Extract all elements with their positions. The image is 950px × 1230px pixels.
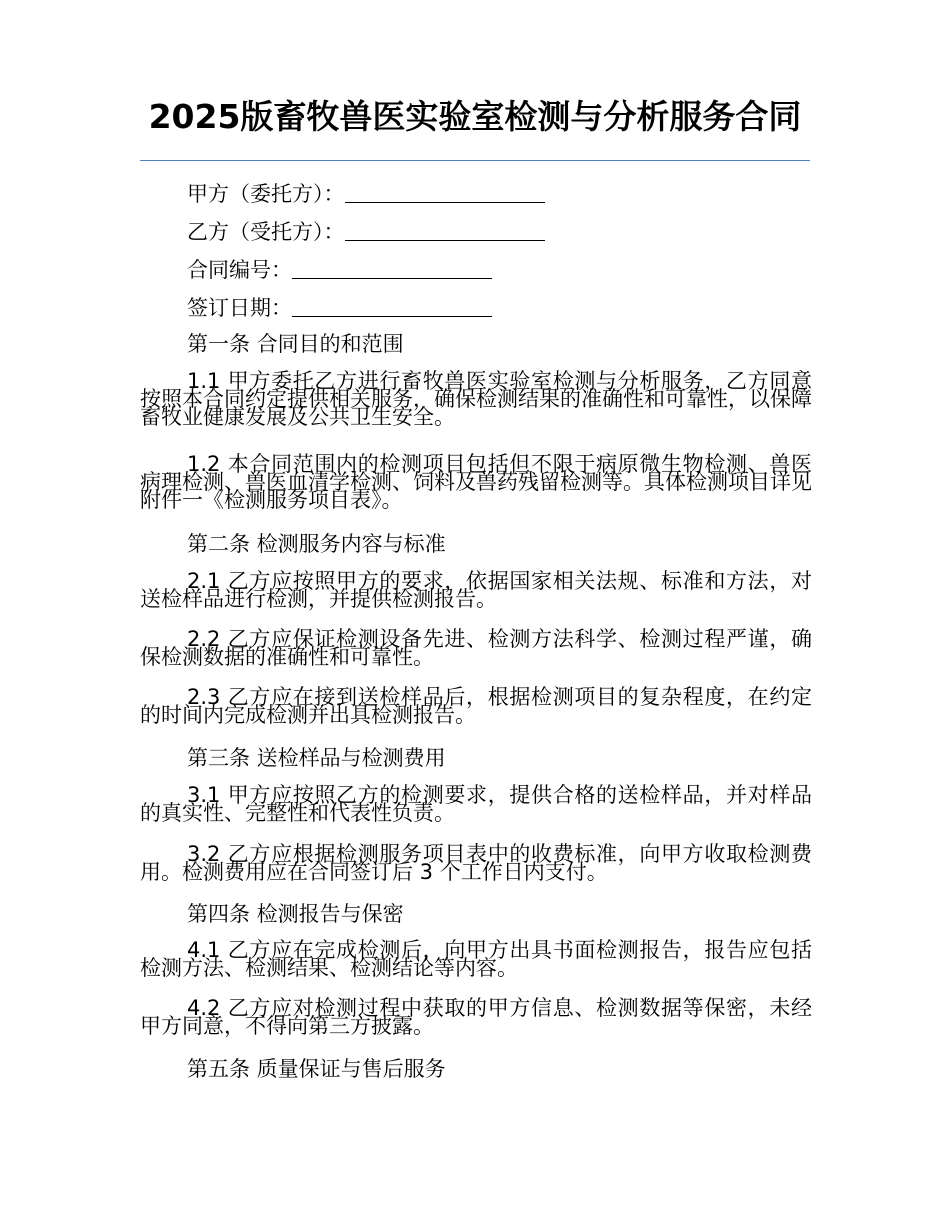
- party-b-label: 乙方（受托方）：: [187, 220, 345, 244]
- document-title: 2025版畜牧兽医实验室检测与分析服务合同: [148, 97, 802, 136]
- section-1-heading: 第一条 合同目的和范围: [187, 332, 404, 356]
- contract-number-blank[interactable]: [292, 258, 492, 279]
- contract-number-label: 合同编号：: [187, 258, 292, 282]
- clause-3-1: 3.1 甲方应按照乙方的检测要求，提供合格的送检样品，并对样品的真实性、完整性和代表性负责。: [140, 783, 812, 825]
- signing-date-field: [187, 295, 492, 321]
- clause-3-2: 3.2 乙方应根据检测服务项目表中的收费标准，向甲方收取检测费用。检测费用应在合同签订后 3 个工作日内支付。: [140, 842, 812, 884]
- section-3-heading: 第三条 送检样品与检测费用: [187, 746, 446, 770]
- clause-2-3: 2.3 乙方应在接到送检样品后，根据检测项目的复杂程度，在约定的时间内完成检测并出具检测报告。: [140, 685, 812, 727]
- clause-4-2: 4.2 乙方应对检测过程中获取的甲方信息、检测数据等保密，未经甲方同意，不得向第三方披露。: [140, 996, 812, 1038]
- title-underline: [140, 160, 810, 161]
- section-2-heading: 第二条 检测服务内容与标准: [187, 532, 446, 556]
- party-b-blank[interactable]: [345, 220, 545, 241]
- signing-date-blank[interactable]: [292, 296, 492, 317]
- clause-2-1: 2.1 乙方应按照甲方的要求，依据国家相关法规、标准和方法，对送检样品进行检测，并提供检测报告。: [140, 569, 812, 611]
- party-a-field: [187, 181, 545, 207]
- clause-4-1: 4.1 乙方应在完成检测后，向甲方出具书面检测报告，报告应包括检测方法、检测结果、检测结论等内容。: [140, 938, 812, 980]
- party-a-blank[interactable]: [345, 182, 545, 203]
- contract-number-field: [187, 257, 492, 283]
- party-a-label: 甲方（委托方）：: [187, 182, 345, 206]
- section-4-heading: 第四条 检测报告与保密: [187, 902, 404, 926]
- clause-2-2: 2.2 乙方应保证检测设备先进、检测方法科学、检测过程严谨，确保检测数据的准确性和可靠性。: [140, 627, 812, 669]
- section-5-heading: 第五条 质量保证与售后服务: [187, 1057, 446, 1081]
- party-b-field: [187, 219, 545, 245]
- clause-1-2: 1.2 本合同范围内的检测项目包括但不限于病原微生物检测、兽医病理检测、兽医血清学检测、饲料及兽药残留检测等。具体检测项目详见附件一《检测服务项目表》。: [140, 452, 812, 512]
- signing-date-label: 签订日期：: [187, 296, 292, 320]
- clause-1-1: 1.1 甲方委托乙方进行畜牧兽医实验室检测与分析服务，乙方同意按照本合同约定提供相关服务，确保检测结果的准确性和可靠性，以保障畜牧业健康发展及公共卫生安全。: [140, 369, 812, 429]
